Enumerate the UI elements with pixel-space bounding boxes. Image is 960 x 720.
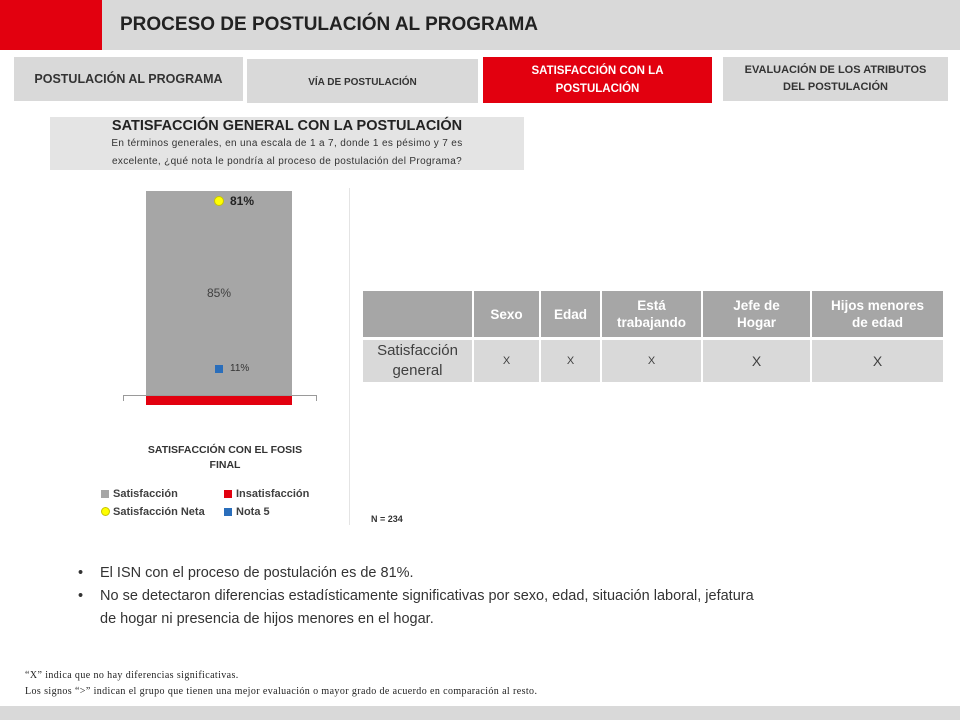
table-row-label [363, 340, 472, 382]
tab-label: SATISFACCIÓN CON LA POSTULACIÓN [531, 65, 664, 95]
legend-swatch-nota-5 [224, 508, 232, 516]
marker-label-nota-5: 11% [230, 362, 250, 374]
bar-label-satisfaccion: 85% [206, 286, 232, 300]
legend-swatch-satisfaccion-neta [101, 507, 110, 516]
table-cell-hijos-menores [812, 340, 943, 382]
results-table [363, 291, 943, 382]
bullet-item [78, 562, 938, 585]
marker-label-satisfaccion-neta: 81% [230, 193, 255, 208]
table-header-label: Hijos menores de edad [830, 298, 925, 330]
footnotes [25, 668, 925, 700]
table-cell-jefe-de-hogar [703, 340, 810, 382]
x-axis-tick-left [123, 395, 124, 401]
bar-insatisfaccion [146, 395, 292, 405]
table-cell-value: X [502, 355, 511, 367]
footnote-line: “X” indica que no hay diferencias significativas. [25, 670, 239, 681]
table-cell-sexo [474, 340, 539, 382]
x-axis-line [123, 395, 317, 396]
tab-label: VÍA DE POSTULACIÓN [308, 76, 417, 88]
header-accent-block [0, 0, 102, 50]
table-cell-value: X [872, 353, 883, 369]
tab-postulacion-al-programa[interactable] [14, 57, 243, 101]
chart-frame-border [349, 188, 350, 525]
question-text: En términos generales, en una escala de 1 a 7, donde 1 es pésimo y 7 es excelente, ¿qué nota le pondría al proceso de postulación del Programa? [111, 138, 463, 167]
chart-title: SATISFACCIÓN CON EL FOSIS FINAL [147, 444, 303, 471]
footnote-line: Los signos “>” indican el grupo que tienen una mejor evaluación o mayor grado de acuerdo en comparación al resto. [25, 686, 538, 697]
legend-label-insatisfaccion: Insatisfacción [236, 488, 310, 500]
table-header-label: Está trabajando [616, 298, 686, 330]
question-box [50, 117, 524, 170]
table-cell-edad [541, 340, 600, 382]
legend-swatch-insatisfaccion [224, 490, 232, 498]
marker-nota-5 [215, 365, 223, 373]
marker-satisfaccion-neta [214, 196, 224, 206]
table-header-jefe-de-hogar [703, 291, 810, 337]
legend-label-satisfaccion-neta: Satisfacción Neta [113, 506, 205, 518]
table-header-label: Edad [553, 306, 587, 322]
legend-swatch-satisfaccion [101, 490, 109, 498]
footer-band [0, 706, 960, 720]
table-header-sexo [474, 291, 539, 337]
table-header-esta-trabajando [602, 291, 701, 337]
table-header-label: Sexo [490, 306, 523, 322]
bullet-text: El ISN con el proceso de postulación es de 81%. [100, 565, 414, 581]
bullet-text: No se detectaron diferencias estadísticamente significativas por sexo, edad, situación laboral, jefatura de hogar ni presencia de hijos menores en el hogar. [100, 588, 754, 627]
table-header-edad [541, 291, 600, 337]
table-corner-cell [363, 291, 472, 337]
slide-title: PROCESO DE POSTULACIÓN AL PROGRAMA [120, 14, 539, 35]
sample-size: N = 234 [371, 514, 403, 524]
tab-via-de-postulacion[interactable] [247, 59, 478, 103]
legend-label-nota-5: Nota 5 [236, 506, 270, 518]
x-axis-tick-right [316, 395, 317, 401]
table-cell-value: X [566, 355, 575, 367]
table-cell-esta-trabajando [602, 340, 701, 382]
question-title: SATISFACCIÓN GENERAL CON LA POSTULACIÓN [111, 118, 463, 134]
bullet-icon [78, 585, 83, 608]
tab-label: POSTULACIÓN AL PROGRAMA [34, 72, 223, 86]
table-header-label: Jefe de Hogar [733, 298, 780, 330]
table-header-hijos-menores [812, 291, 943, 337]
table-cell-value: X [647, 355, 656, 367]
legend-label-satisfaccion: Satisfacción [113, 488, 178, 500]
satisfaction-chart [100, 185, 350, 525]
table-row-label-text: Satisfacción general [377, 342, 458, 379]
tab-label: EVALUACIÓN DE LOS ATRIBUTOS DEL POSTULACIÓN [744, 64, 927, 93]
table-cell-value: X [751, 353, 762, 369]
bullet-icon [78, 562, 83, 585]
bullet-item [78, 585, 938, 631]
tab-satisfaccion-con-la-postulacion[interactable] [483, 57, 712, 103]
tab-evaluacion-de-atributos[interactable] [723, 57, 948, 101]
